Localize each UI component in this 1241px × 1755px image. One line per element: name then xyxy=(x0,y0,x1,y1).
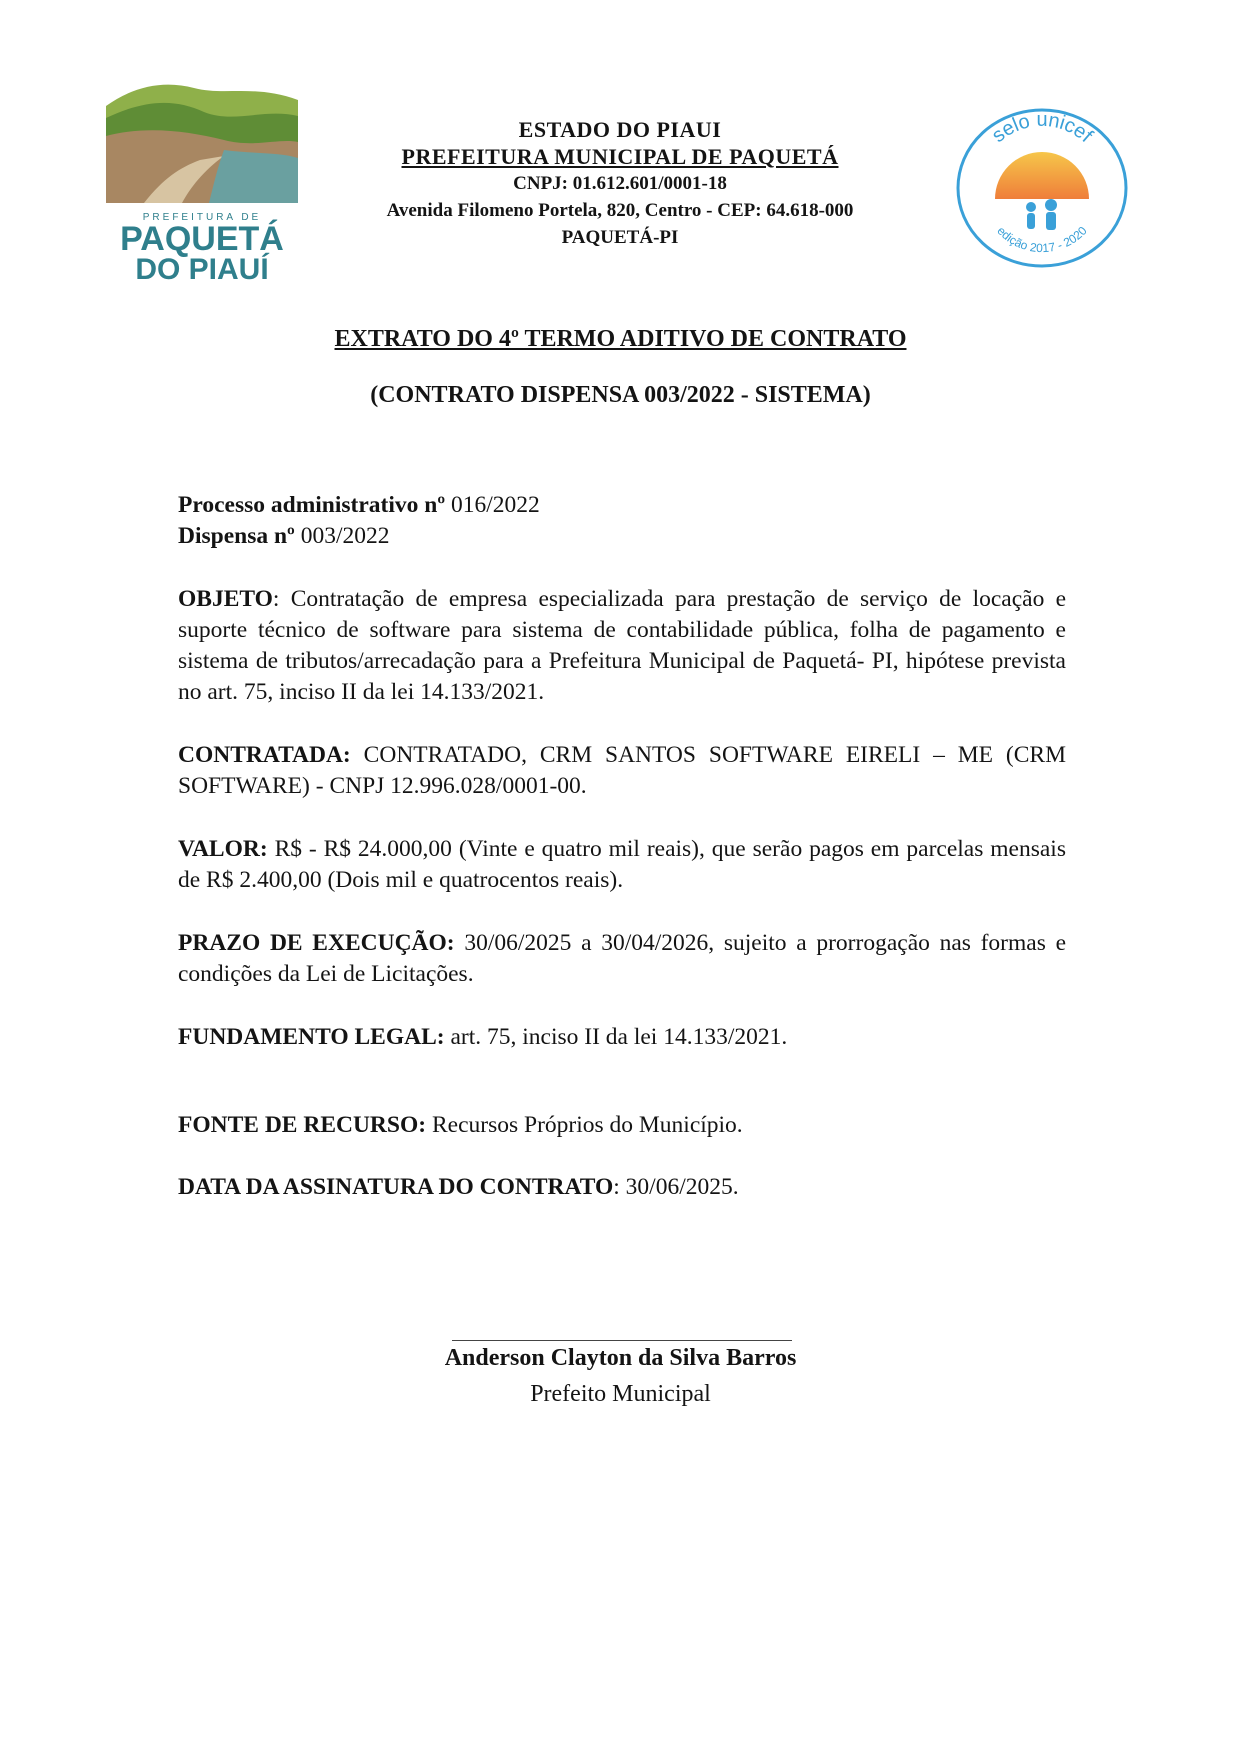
logo-line1: PREFEITURA DE xyxy=(142,212,262,223)
document-subtitle: (CONTRATO DISPENSA 003/2022 - SISTEMA) xyxy=(370,382,871,408)
prefecture-name: PREFEITURA MUNICIPAL DE PAQUETÁ xyxy=(401,144,839,169)
seal-top-text: selo unicef xyxy=(987,109,1097,148)
data-label: DATA DA ASSINATURA DO CONTRATO xyxy=(178,1174,614,1200)
prazo-label: PRAZO DE EXECUÇÃO: xyxy=(178,930,455,956)
processo-label: Processo administrativo nº xyxy=(178,492,446,518)
objeto-label: OBJETO xyxy=(178,586,273,612)
city: PAQUETÁ-PI xyxy=(561,227,679,248)
processo-line xyxy=(178,490,1066,552)
objeto-paragraph xyxy=(178,584,1066,708)
contratada-label: CONTRATADA: xyxy=(178,742,351,768)
contratada-paragraph xyxy=(178,740,1066,802)
fonte-label: FONTE DE RECURSO: xyxy=(178,1112,427,1138)
fonte-paragraph xyxy=(178,1110,1066,1141)
document-header xyxy=(320,116,920,251)
valor-paragraph xyxy=(178,834,1066,896)
data-value: : 30/06/2025. xyxy=(613,1174,739,1200)
cnpj: CNPJ: 01.612.601/0001-18 xyxy=(513,173,727,194)
seal-bottom-text: edição 2017 - 2020 xyxy=(994,223,1090,256)
processo-value: 016/2022 xyxy=(445,492,540,518)
signer-role: Prefeito Municipal xyxy=(530,1381,711,1407)
unicef-seal-logo xyxy=(953,107,1131,269)
prazo-paragraph xyxy=(178,928,1066,990)
dispensa-label: Dispensa nº xyxy=(178,523,295,549)
prefeitura-logo xyxy=(104,78,300,288)
signature-block xyxy=(0,1340,1241,1412)
logo-line2: PAQUETÁ xyxy=(120,220,284,258)
prazo-value: 30/06/2025 a 30/04/2026, sujeito a prorrogação nas formas e condições da Lei de Licitações. xyxy=(178,930,1066,987)
fundamento-paragraph xyxy=(178,1022,1066,1053)
document-title: EXTRATO DO 4º TERMO ADITIVO DE CONTRATO xyxy=(334,326,907,352)
logo-line3: DO PIAUÍ xyxy=(135,253,269,286)
valor-value: R$ - R$ 24.000,00 (Vinte e quatro mil reais), que serão pagos em parcelas mensais de R$ 2.400,00 (Dois mil e quatrocentos reais). xyxy=(178,836,1066,893)
data-paragraph xyxy=(178,1172,1066,1203)
signer-name: Anderson Clayton da Silva Barros xyxy=(444,1345,797,1371)
objeto-value: : Contratação de empresa especializada para prestação de serviço de locação e suporte técnico de software para sistema de contabilidade pública, folha de pagamento e sistema de tributos/arrecadação para a Prefeitura Municipal de Paquetá- PI, hipótese prevista no art. 75, inciso II da lei 14.133/2021. xyxy=(178,586,1066,705)
fundamento-label: FUNDAMENTO LEGAL: xyxy=(178,1024,445,1050)
dispensa-value: 003/2022 xyxy=(294,523,390,549)
contratada-value: CONTRATADO, CRM SANTOS SOFTWARE EIRELI – ME (CRM SOFTWARE) - CNPJ 12.996.028/0001-00. xyxy=(178,742,1066,799)
state-name: ESTADO DO PIAUI xyxy=(518,117,722,142)
fundamento-value: art. 75, inciso II da lei 14.133/2021. xyxy=(444,1024,788,1050)
address: Avenida Filomeno Portela, 820, Centro - CEP: 64.618-000 xyxy=(386,200,854,221)
valor-label: VALOR: xyxy=(178,836,268,862)
fonte-value: Recursos Próprios do Município. xyxy=(426,1112,743,1138)
